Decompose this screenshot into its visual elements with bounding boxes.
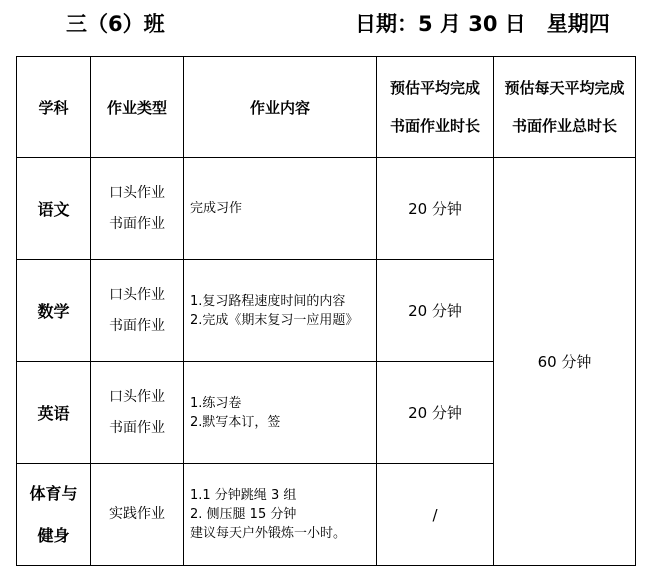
- content-line: 1.复习路程速度时间的内容: [190, 293, 346, 309]
- date-label: 日期：5 月 30 日 星期四: [355, 12, 610, 36]
- duration-cell: /: [377, 464, 494, 566]
- content-line: 2.完成《期末复习一应用题》: [190, 312, 359, 328]
- subject-cell: [17, 464, 91, 566]
- subject-cell: 语文: [17, 158, 91, 260]
- type-cell: [91, 464, 184, 566]
- duration-cell: 20 分钟: [377, 260, 494, 362]
- col-header-total-line1: 预估每天平均完成: [504, 79, 625, 97]
- col-header-type: 作业类型: [91, 57, 184, 158]
- homework-table: [16, 56, 636, 566]
- type-cell: [91, 260, 184, 362]
- col-header-total-duration: [494, 57, 636, 158]
- content-cell: [184, 362, 377, 464]
- type-label: 书面作业: [109, 419, 165, 436]
- content-cell: [184, 158, 377, 260]
- col-header-avg-line2: 书面作业时长: [389, 117, 480, 135]
- class-title: 三（6）班: [66, 12, 165, 36]
- subject-cell: 数学: [17, 260, 91, 362]
- total-duration-cell: 60 分钟: [494, 158, 636, 566]
- content-line: 1.练习卷: [190, 395, 242, 411]
- type-label: 口头作业: [109, 286, 165, 303]
- col-header-content: 作业内容: [184, 57, 377, 158]
- type-cell: [91, 362, 184, 464]
- type-label: 实践作业: [109, 506, 165, 522]
- subject-cell: 英语: [17, 362, 91, 464]
- content-line: 建议每天户外锻炼一小时。: [190, 526, 347, 541]
- subject-line: 体育与: [29, 483, 78, 503]
- type-label: 书面作业: [109, 215, 165, 232]
- content-line: 完成习作: [190, 201, 243, 216]
- content-line: 2.默写本订，签: [190, 414, 281, 430]
- duration-cell: 20 分钟: [377, 362, 494, 464]
- col-header-total-line2: 书面作业总时长: [511, 117, 617, 135]
- col-header-avg-line1: 预估平均完成: [389, 79, 480, 97]
- subject-line: 健身: [37, 525, 70, 545]
- table-row: [17, 158, 636, 260]
- type-label: 书面作业: [109, 317, 165, 334]
- col-header-subject: 学科: [17, 57, 91, 158]
- duration-cell: 20 分钟: [377, 158, 494, 260]
- content-cell: [184, 260, 377, 362]
- type-cell: [91, 158, 184, 260]
- type-label: 口头作业: [109, 184, 165, 201]
- content-line: 1.1 分钟跳绳 3 组: [190, 488, 297, 503]
- content-line: 2. 侧压腿 15 分钟: [190, 507, 297, 522]
- content-cell: [184, 464, 377, 566]
- table-header-row: [17, 57, 636, 158]
- col-header-avg-duration: [377, 57, 494, 158]
- type-label: 口头作业: [109, 388, 165, 405]
